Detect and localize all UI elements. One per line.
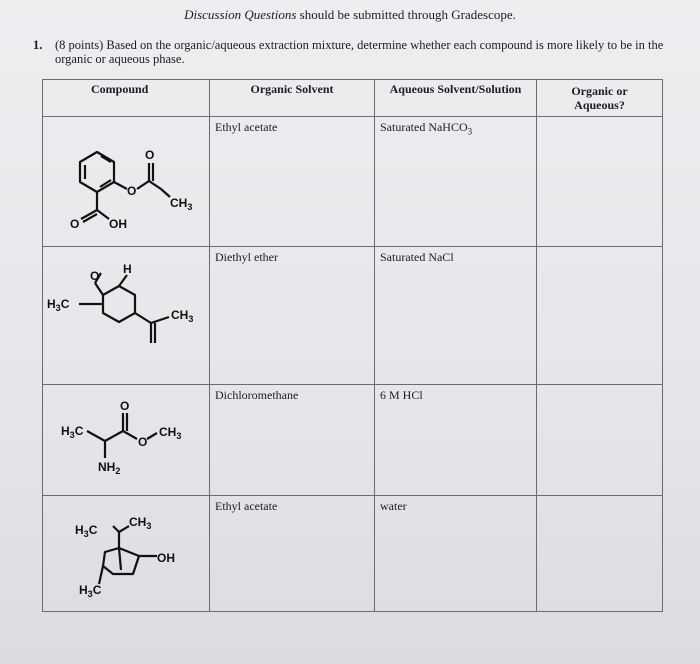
bridge-bond	[119, 548, 121, 570]
oh-label: OH	[109, 217, 127, 231]
organic-solvent-4: Ethyl acetate	[210, 496, 375, 612]
question-text: (8 points) Based on the organic/aqueous extraction mixture, determine whether each compound is more likely to be in the organic or aqueous phase.	[55, 38, 664, 66]
table-header-row	[43, 80, 663, 117]
h3c-label: $H_3C$	[47, 297, 70, 313]
methyl-label: $CH_3$	[159, 425, 182, 441]
table-row	[43, 496, 663, 612]
table-row	[43, 247, 663, 385]
nh2-label: $NH_2$	[98, 460, 121, 476]
methyl-bond	[119, 526, 129, 532]
carbonyl-o-label: O	[145, 148, 155, 162]
organic-solvent-1: Ethyl acetate	[210, 117, 375, 247]
methyl-label: $CH_3$	[171, 308, 194, 324]
ester-bond	[149, 181, 161, 189]
header-organic-or-aqueous	[537, 80, 663, 117]
compound-structure-3	[43, 385, 210, 496]
note-italic: Discussion Questions	[184, 7, 297, 22]
question-number: 1.	[33, 38, 43, 52]
cyclohexane-ring	[103, 286, 135, 322]
methyl-bond	[99, 566, 103, 584]
ester-bond	[137, 181, 149, 189]
methyl-bond	[113, 526, 119, 532]
compound-structure-2	[43, 247, 210, 385]
extraction-table	[42, 79, 663, 612]
ester-o-label: O	[138, 435, 148, 449]
header-answer-line2: Aqueous?	[574, 98, 625, 112]
aldehyde-h-label: H	[123, 262, 132, 276]
structure-1-drawing	[43, 117, 210, 246]
methyl-bond	[161, 189, 170, 197]
acid-o-label: O	[70, 217, 80, 231]
aqueous-solvent-4: water	[375, 496, 537, 612]
header-aqueous-solvent: Aqueous Solvent/Solution	[375, 80, 537, 117]
h3c-lower-label: $H_3C$	[79, 583, 102, 599]
header-answer-line1: Organic or	[571, 84, 628, 98]
answer-cell-2[interactable]	[537, 247, 663, 385]
aldehyde-o-label: O	[90, 269, 100, 283]
organic-solvent-2: Diethyl ether	[210, 247, 375, 385]
compound-structure-1	[43, 117, 210, 247]
table-row	[43, 385, 663, 496]
submission-note	[0, 7, 700, 23]
header-compound: Compound	[43, 80, 210, 117]
aldehyde-bond	[95, 283, 103, 295]
structure-4-drawing	[43, 496, 210, 611]
header-organic-solvent: Organic Solvent	[210, 80, 375, 117]
h3c-label: $H_3C$	[75, 523, 98, 539]
acid-oh-bond	[97, 210, 109, 219]
ring-to-oxygen-bond	[114, 182, 127, 189]
chain-bond	[87, 431, 105, 441]
methyl-label: $CH_3$	[170, 196, 193, 212]
aldehyde-ch	[119, 275, 127, 286]
acid-carbonyl-bond	[83, 214, 97, 222]
aqueous-solvent-2: Saturated NaCl	[375, 247, 537, 385]
isopropenyl-bond	[135, 313, 151, 323]
structure-2-drawing	[43, 247, 210, 384]
aqueous-solvent-1: Saturated NaHCO$_3$	[375, 117, 537, 247]
note-rest: should be submitted through Gradescope.	[296, 7, 516, 22]
ester-o-label: O	[127, 184, 137, 198]
compound-structure-4	[43, 496, 210, 612]
methyl-label: $CH_3$	[129, 515, 152, 531]
chain-bond	[105, 431, 123, 441]
methyl-bond	[147, 433, 157, 439]
answer-cell-1[interactable]	[537, 117, 663, 247]
ester-bond	[123, 431, 137, 439]
organic-solvent-3: Dichloromethane	[210, 385, 375, 496]
answer-cell-4[interactable]	[537, 496, 663, 612]
answer-cell-3[interactable]	[537, 385, 663, 496]
structure-3-drawing	[43, 385, 210, 495]
table-row	[43, 117, 663, 247]
h3c-label: $H_3C$	[61, 424, 84, 440]
aqueous-solvent-3: 6 M HCl	[375, 385, 537, 496]
carbonyl-o-label: O	[120, 399, 130, 413]
oh-label: OH	[157, 551, 175, 565]
isopropenyl-methyl	[151, 317, 169, 323]
